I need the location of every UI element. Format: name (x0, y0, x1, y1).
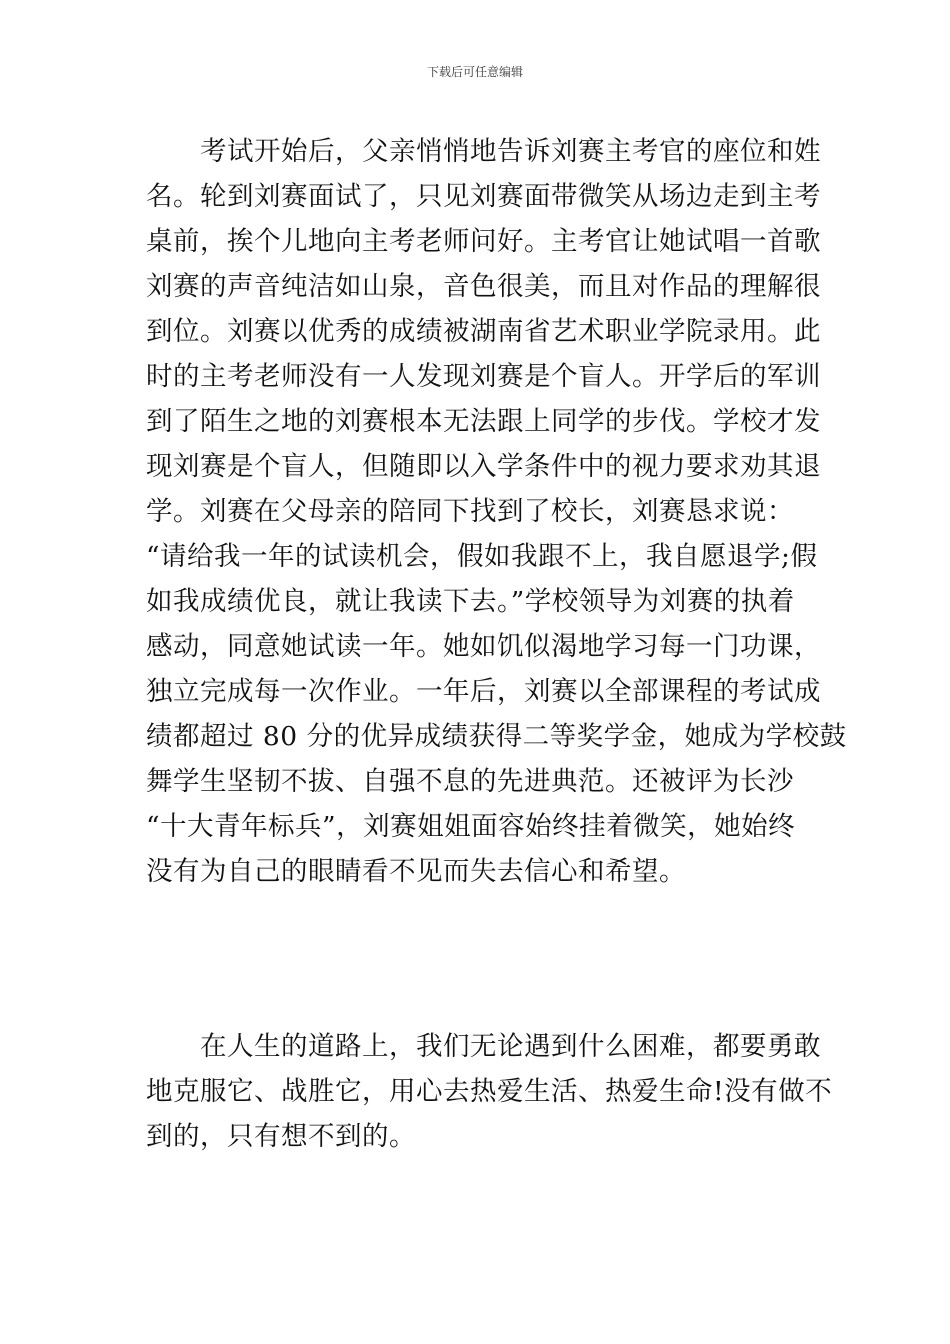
paragraph-line: 刘赛的声音纯洁如山泉，音色很美，而且对作品的理解很 (146, 271, 821, 302)
header-note: 下载后可任意编辑 (426, 65, 523, 79)
paragraph-line: 名。轮到刘赛面试了，只见刘赛面带微笑从场边走到主考 (146, 181, 821, 212)
paragraph-line: 独立完成每一次作业。一年后，刘赛以全部课程的考试成 (146, 676, 821, 707)
paragraph-line: 地克服它、战胜它，用心去热爱生活、热爱生命!没有做不 (146, 1076, 833, 1107)
paragraph-line: 绩都超过 80 分的优异成绩获得二等奖学金，她成为学校鼓 (146, 721, 847, 752)
paragraph-line: 在人生的道路上，我们无论遇到什么困难，都要勇敢 (200, 1031, 821, 1062)
paragraph-line: 时的主考老师没有一人发现刘赛是个盲人。开学后的军训 (146, 361, 821, 392)
paragraph-line: “请给我一年的试读机会，假如我跟不上，我自愿退学;假 (146, 541, 818, 572)
paragraph-line: 感动，同意她试读一年。她如饥似渴地学习每一门功课， (146, 631, 821, 662)
paragraph-2 (146, 1024, 833, 1159)
paragraph-1 (146, 129, 847, 894)
paragraph-line: 现刘赛是个盲人，但随即以入学条件中的视力要求劝其退 (146, 451, 821, 482)
paragraph-line: 到位。刘赛以优秀的成绩被湖南省艺术职业学院录用。此 (146, 316, 821, 347)
paragraph-line: 学。刘赛在父母亲的陪同下找到了校长，刘赛恳求说： (146, 496, 794, 527)
paragraph-line: 舞学生坚韧不拔、自强不息的先进典范。还被评为长沙 (146, 766, 794, 797)
paragraph-line: 如我成绩优良，就让我读下去。”学校领导为刘赛的执着 (146, 586, 795, 617)
paragraph-line: 桌前，挨个儿地向主考老师问好。主考官让她试唱一首歌 (146, 226, 821, 257)
paragraph-line: 到的，只有想不到的。 (146, 1121, 416, 1152)
paragraph-line: 到了陌生之地的刘赛根本无法跟上同学的步伐。学校才发 (146, 406, 821, 437)
paragraph-line: 考试开始后，父亲悄悄地告诉刘赛主考官的座位和姓 (200, 136, 821, 167)
paragraph-line: 没有为自己的眼睛看不见而失去信心和希望。 (146, 856, 686, 887)
paragraph-line: “十大青年标兵”，刘赛姐姐面容始终挂着微笑，她始终 (146, 811, 796, 842)
